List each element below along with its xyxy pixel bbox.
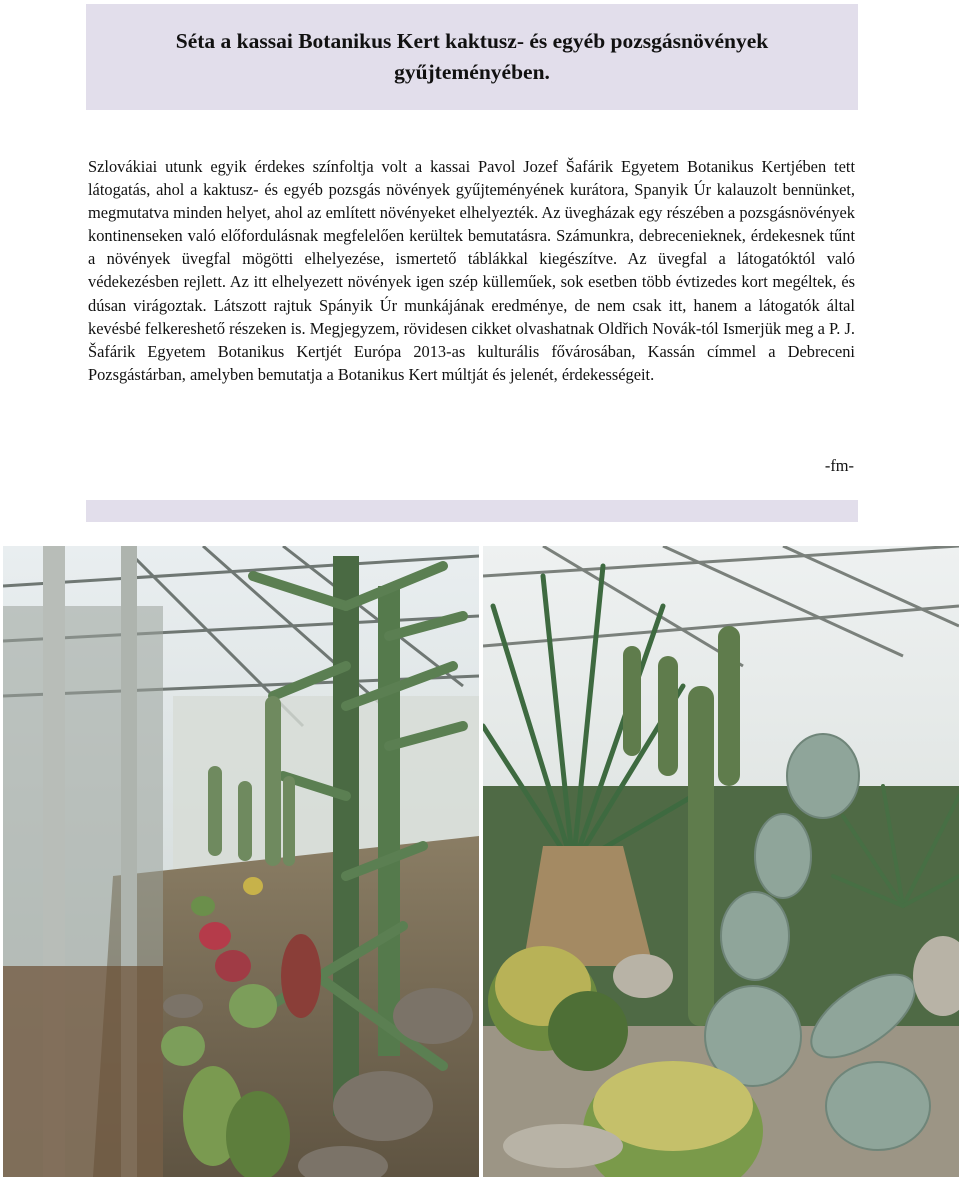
greenhouse-cactus-corridor-photo (3, 546, 479, 1177)
author-signature: -fm- (824, 456, 854, 475)
article-title: Séta a kassai Botanikus Kert kaktusz- és egyéb pozsgásnövények gyűjteményében. (175, 29, 769, 84)
article-body: Szlovákiai utunk egyik érdekes színfoltja volt a kassai Pavol Jozef Šafárik Egyetem Botanikus Kertjében tett látogatás, ahol a kaktusz- és egyéb pozsgás növények gyűjteményének kurátora, Spanyik Úr kalauzolt bennünket, megmutatva minden helyet, ahol az említett növényeket elhelyezték. Az üvegházak egy részében a pozsgásnövények kontinenseken való előfordulásnak megfelelően kerültek bemutatásra. Számunkra, debrecenieknek, érdekesnek tűnt a növények üvegfal mögötti elhelyezése, ismertető táblákkal kiegészítve. Az üvegfal a látogatóktól való védekezésben rejlett. Az itt elhelyezett növények igen szép külleműek, sok esetben több évtizedes kort megéltek, és dúsan virágoztak. Látszott rajtuk Spányik Úr munkájának eredménye, de nem csak itt, hanem a látogatók által kevésbé felkereshető részeken is. Megjegyzem, rövidesen cikket olvashatnak Oldřich Novák-tól Ismerjük meg a P. J. Šafárik Egyetem Botanikus Kertjét Európa 2013-as kulturális fővárosában, Kassán címmel a Debreceni Pozsgástárban, amelyben bemutatja a Botanikus Kert múltját és jelenét, érdekességeit. (88, 157, 855, 384)
greenhouse-succulent-bed-photo (483, 546, 959, 1177)
title-banner (86, 4, 858, 110)
divider-bar (86, 500, 858, 522)
